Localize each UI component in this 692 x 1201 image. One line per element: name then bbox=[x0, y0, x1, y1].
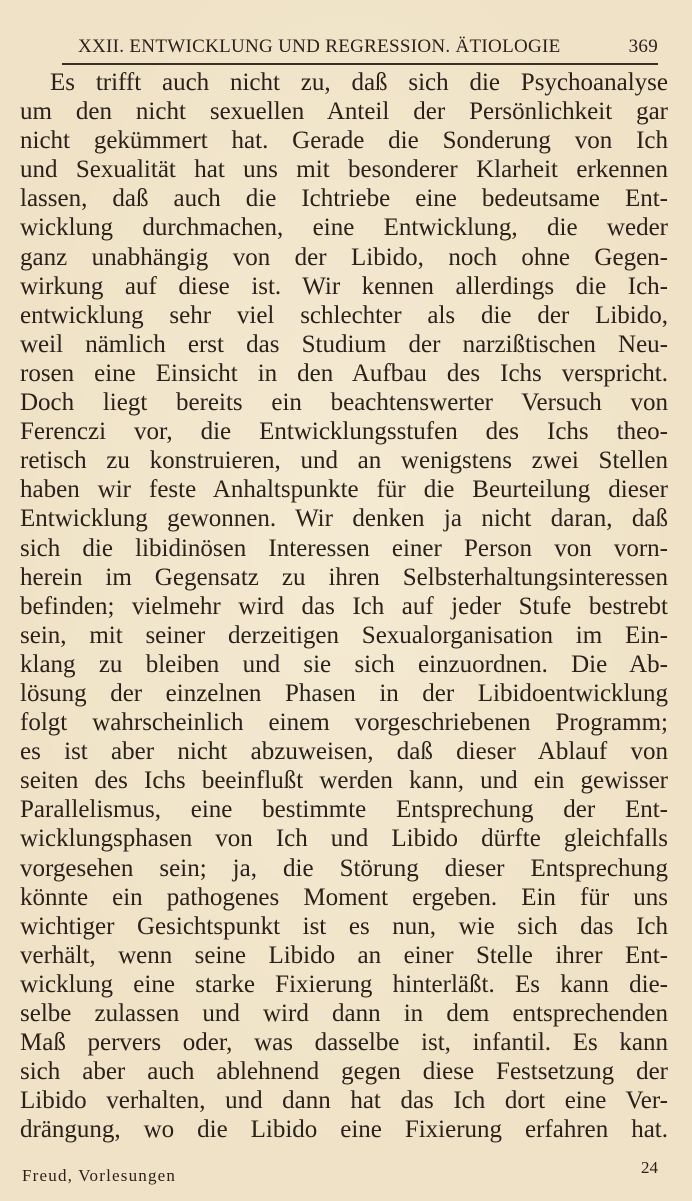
text-line: Ferenczi vor, die Entwicklungsstufen des Ichs theo- bbox=[20, 418, 668, 446]
text-line: nicht gekümmert hat. Gerade die Sonderung von Ich bbox=[20, 127, 668, 155]
chapter-title: XXII. ENTWICKLUNG UND REGRESSION. ÄTIOLOGIE bbox=[78, 36, 561, 57]
footer-signature: Freud, Vorlesungen bbox=[22, 1166, 177, 1185]
text-line: entwicklung sehr viel schlechter als die der Libido, bbox=[20, 301, 668, 329]
text-line: rosen eine Einsicht in den Aufbau des Ichs verspricht. bbox=[20, 359, 668, 387]
text-line: vorgesehen sein; ja, die Störung dieser Entsprechung bbox=[20, 854, 668, 882]
text-line: Es trifft auch nicht zu, daß sich die Psychoanalyse bbox=[50, 69, 668, 96]
body-paragraph bbox=[20, 68, 668, 1144]
text-line: lassen, daß auch die Ichtriebe eine bedeutsame Ent- bbox=[20, 185, 668, 213]
text-line: wicklung durchmachen, eine Entwicklung, die weder bbox=[20, 214, 668, 242]
text-line: wirkung auf diese ist. Wir kennen allerdings die Ich- bbox=[20, 272, 668, 300]
text-line: befinden; vielmehr wird das Ich auf jeder Stufe bestrebt bbox=[20, 592, 668, 620]
sheet-number: 24 bbox=[641, 1158, 658, 1177]
text-line: und Sexualität hat uns mit besonderer Klarheit erkennen bbox=[20, 156, 668, 184]
text-line: haben wir feste Anhaltspunkte für die Beurteilung dieser bbox=[20, 476, 668, 504]
text-line: wichtiger Gesichtspunkt ist es nun, wie sich das Ich bbox=[20, 912, 668, 940]
text-line: folgt wahrscheinlich einem vorgeschriebenen Programm; bbox=[20, 709, 668, 737]
text-line: Parallelismus, eine bestimmte Entsprechung der Ent- bbox=[20, 796, 668, 824]
text-line: seiten des Ichs beeinflußt werden kann, und ein gewisser bbox=[20, 767, 668, 795]
text-line: ganz unabhängig von der Libido, noch ohne Gegen- bbox=[20, 243, 668, 271]
text-line: Entwicklung gewonnen. Wir denken ja nicht daran, daß bbox=[20, 505, 668, 533]
text-line: könnte ein pathogenes Moment ergeben. Ein für uns bbox=[20, 883, 668, 911]
text-line: weil nämlich erst das Studium der narzißtischen Neu- bbox=[20, 330, 668, 358]
text-line: verhält, wenn seine Libido an einer Stelle ihrer Ent- bbox=[20, 941, 668, 969]
page-number: 369 bbox=[628, 36, 658, 57]
text-line: retisch zu konstruieren, und an wenigstens zwei Stellen bbox=[20, 447, 668, 475]
text-line: wicklungsphasen von Ich und Libido dürfte gleichfalls bbox=[20, 825, 668, 853]
text-line: klang zu bleiben und sie sich einzuordnen. Die Ab- bbox=[20, 650, 668, 678]
text-line: Libido verhalten, und dann hat das Ich dort eine Ver- bbox=[20, 1087, 668, 1115]
header-rule bbox=[62, 63, 658, 65]
text-line: sein, mit seiner derzeitigen Sexualorganisation im Ein- bbox=[20, 621, 668, 649]
text-line: selbe zulassen und wird dann in dem entsprechenden bbox=[20, 1000, 668, 1027]
text-line: lösung der einzelnen Phasen in der Libidoentwicklung bbox=[20, 679, 668, 707]
text-line: es ist aber nicht abzuweisen, daß dieser Ablauf von bbox=[20, 738, 668, 766]
text-line: herein im Gegensatz zu ihren Selbsterhaltungsinteressen bbox=[20, 563, 668, 591]
text-line: Maß pervers oder, was dasselbe ist, infantil. Es kann bbox=[20, 1029, 668, 1057]
text-line: drängung, wo die Libido eine Fixierung erfahren hat. bbox=[20, 1116, 668, 1144]
text-line: sich die libidinösen Interessen einer Person von vorn- bbox=[20, 534, 668, 562]
running-header bbox=[62, 34, 658, 60]
text-line: wicklung eine starke Fixierung hinterläßt. Es kann die- bbox=[20, 970, 668, 998]
text-line: Doch liegt bereits ein beachtenswerter Versuch von bbox=[20, 389, 668, 417]
text-line: sich aber auch ablehnend gegen diese Festsetzung der bbox=[20, 1058, 668, 1086]
text-line: um den nicht sexuellen Anteil der Persönlichkeit gar bbox=[20, 98, 668, 126]
